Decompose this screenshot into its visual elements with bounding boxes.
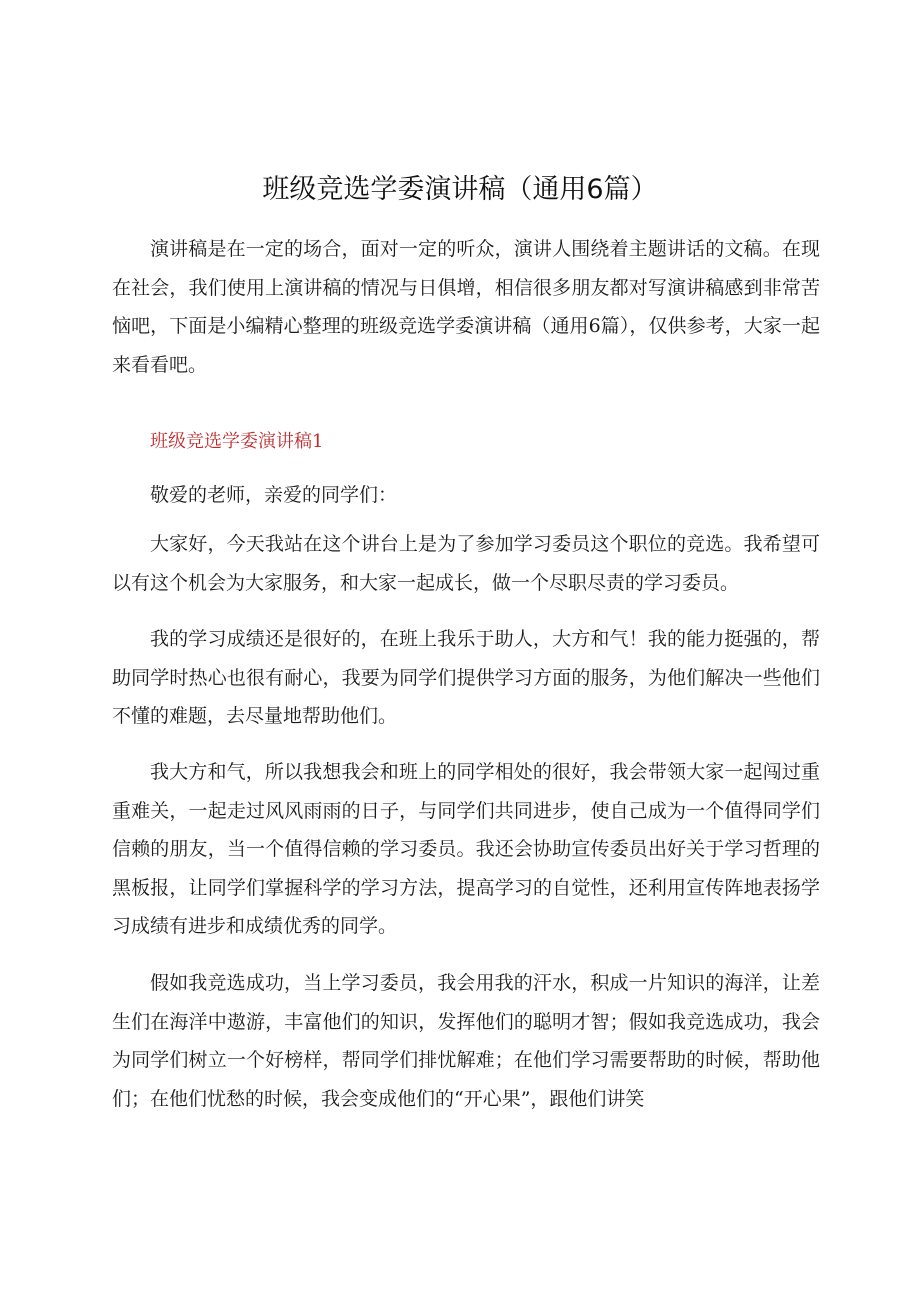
body-paragraph-4: 假如我竞选成功，当上学习委员，我会用我的汗水，积成一片知识的海洋，让差生们在海洋中遨游，丰富他们的知识，发挥他们的聪明才智；假如我竞选成功，我会为同学们树立一个好榜样，帮同学们排忧解难；在他们学习需要帮助的时候，帮助他们；在他们忧愁的时候，我会变成他们的“开心果”，跟他们讲笑 <box>112 972 820 1110</box>
document-title: 班级竞选学委演讲稿（通用6篇） <box>262 174 658 205</box>
section-heading: 班级竞选学委演讲稿1 <box>150 431 324 452</box>
intro-paragraph: 演讲稿是在一定的场合，面对一定的听众，演讲人围绕着主题讲话的文稿。在现在社会，我们使用上演讲稿的情况与日俱增，相信很多朋友都对写演讲稿感到非常苦恼吧，下面是小编精心整理的班级竞选学委演讲稿（通用6篇），仅供参考，大家一起来看看吧。 <box>112 238 820 376</box>
body-paragraph-2: 我的学习成绩还是很好的，在班上我乐于助人，大方和气！我的能力挺强的，帮助同学时热心也很有耐心，我要为同学们提供学习方面的服务，为他们解决一些他们不懂的难题，去尽量地帮助他们。 <box>112 628 820 727</box>
greeting-line: 敬爱的老师，亲爱的同学们： <box>150 484 398 506</box>
body-paragraph-1: 大家好，今天我站在这个讲台上是为了参加学习委员这个职位的竞选。我希望可以有这个机会为大家服务，和大家一起成长，做一个尽职尽责的学习委员。 <box>112 533 820 594</box>
body-paragraph-3: 我大方和气，所以我想我会和班上的同学相处的很好，我会带领大家一起闯过重重难关，一起走过风风雨雨的日子，与同学们共同进步，使自己成为一个值得同学们信赖的朋友，当一个值得信赖的学习委员。我还会协助宣传委员出好关于学习哲理的黑板报，让同学们掌握科学的学习方法，提高学习的自觉性，还利用宣传阵地表扬学习成绩有进步和成绩优秀的同学。 <box>112 761 820 937</box>
